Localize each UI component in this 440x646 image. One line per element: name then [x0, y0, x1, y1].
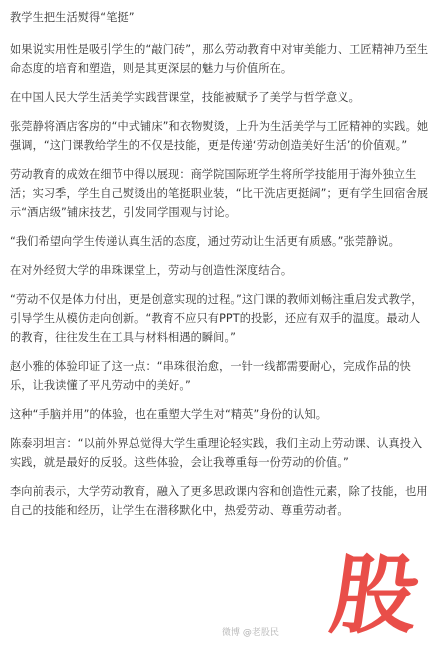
paragraph-4: 劳动教育的成效在细节中得以展现：商学院国际班学生将所学技能用于海外独立生活；实习季，学生自己熨烫出的笔挺职业装，“比干洗店更挺阔”；更有学生回宿舍展示“酒店级”铺床技艺，引发同学围观与讨论。: [10, 168, 429, 219]
source-credit: 微博 @老股民: [222, 628, 279, 638]
article-heading: 教学生把生活熨得“笔挺”: [10, 11, 135, 24]
paragraph-5: “我们希望向学生传递认真生活的态度，通过劳动让生活更有质感。”张莞静说。: [10, 235, 400, 248]
paragraph-7: “劳动不仅是体力付出，更是创意实现的过程。”这门课的教师刘畅注重启发式教学，引导学生从模仿走向创新。“教育不应只有PPT的投影，还应有双手的温度。最动人的教育，往往发生在工具与材料相遇的瞬间。”: [10, 293, 423, 344]
paragraph-11: 李向前表示，大学劳动教育，融入了更多思政课内容和创造性元素，除了技能，也用自己的技能和经历，让学生在潜移默化中，热爱劳动、尊重劳动者。: [10, 485, 428, 517]
paragraph-3: 张莞静将酒店客房的“中式铺床”和衣物熨烫，上升为生活美学与工匠精神的实践。她强调，“这门课教给学生的不仅是技能，更是传递‘劳动创造美好生活’的价值观。”: [10, 120, 429, 152]
paragraph-6: 在对外经贸大学的串珠课堂上，劳动与创造性深度结合。: [10, 264, 293, 277]
paragraph-8: 赵小雅的体验印证了这一点：“串珠很治愈，一针一线都需要耐心，完成作品的快乐，让我读懂了平凡劳动中的美好。”: [10, 360, 411, 392]
stock-logo-icon: 股: [324, 546, 426, 646]
stock-logo-watermark: [324, 546, 426, 646]
paragraph-2: 在中国人民大学生活美学实践营课堂，技能被赋予了美学与哲学意义。: [10, 91, 360, 104]
paragraph-1: 如果说实用性是吸引学生的“敲门砖”，那么劳动教育中对审美能力、工匠精神乃至生命态度的培育和塑造，则是其更深层的魅力与价值所在。: [10, 43, 429, 75]
paragraph-10: 陈泰羽坦言：“以前外界总觉得大学生重理论轻实践，我们主动上劳动课、认真投入实践，就是最好的反驳。这些体验，会让我尊重每一份劳动的价值。”: [10, 437, 423, 469]
paragraph-9: 这种“手脑并用”的体验，也在重塑大学生对“精英”身份的认知。: [10, 408, 328, 421]
